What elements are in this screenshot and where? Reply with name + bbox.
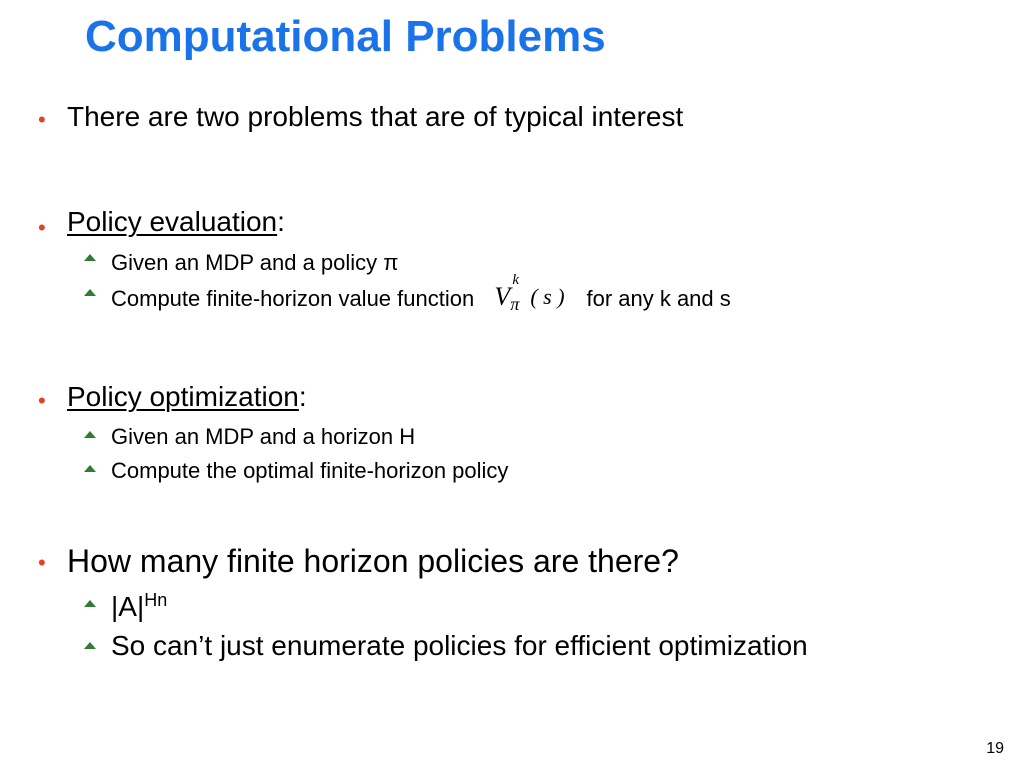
sub-bullet-text-before: Compute finite-horizon value function [111,286,475,311]
formula-symbol: V [494,282,511,311]
sub-bullet-text: Given an MDP and a horizon H [111,424,416,449]
bullet-dot: • [38,107,46,132]
action-space-exponent: Hn [144,590,168,610]
formula-superscript: k [512,272,520,288]
bullet-heading-policy-optimization [67,381,307,413]
bullet-dot: • [38,550,46,575]
sub-bullet-arrow-icon [84,289,96,296]
formula-args: ( s ) [530,284,565,309]
policy-optimization-heading: Policy optimization [67,381,299,412]
sub-bullet-text: So can’t just enumerate policies for efficient optimization [111,630,808,661]
bullet-heading-policy-evaluation [67,206,285,238]
heading-colon: : [277,206,285,237]
bullet-text: How many finite horizon policies are there? [67,543,679,579]
sub-bullet-value-function [111,272,731,314]
sub-bullet-arrow-icon [84,254,96,261]
value-function-formula [480,272,580,314]
bullet-text: There are two problems that are of typical interest [67,101,684,132]
bullet-dot: • [38,215,46,240]
sub-bullet-action-space [111,590,167,623]
bullet-dot: • [38,388,46,413]
heading-colon: : [298,381,307,412]
sub-bullet-arrow-icon [84,465,96,472]
page-number: 19 [986,740,1004,757]
sub-bullet-arrow-icon [84,642,96,649]
slide-title: Computational Problems [85,12,606,61]
sub-bullet-text: Compute the optimal finite-horizon policy [111,458,509,483]
policy-evaluation-heading: Policy evaluation [67,206,278,237]
sub-bullet-arrow-icon [84,431,96,438]
action-space-base: |A| [111,591,145,622]
sub-bullet-text-after: for any k and s [586,286,731,311]
sub-bullet-text: Given an MDP and a policy π [111,250,399,275]
formula-subscript: π [510,294,520,314]
sub-bullet-arrow-icon [84,600,96,607]
